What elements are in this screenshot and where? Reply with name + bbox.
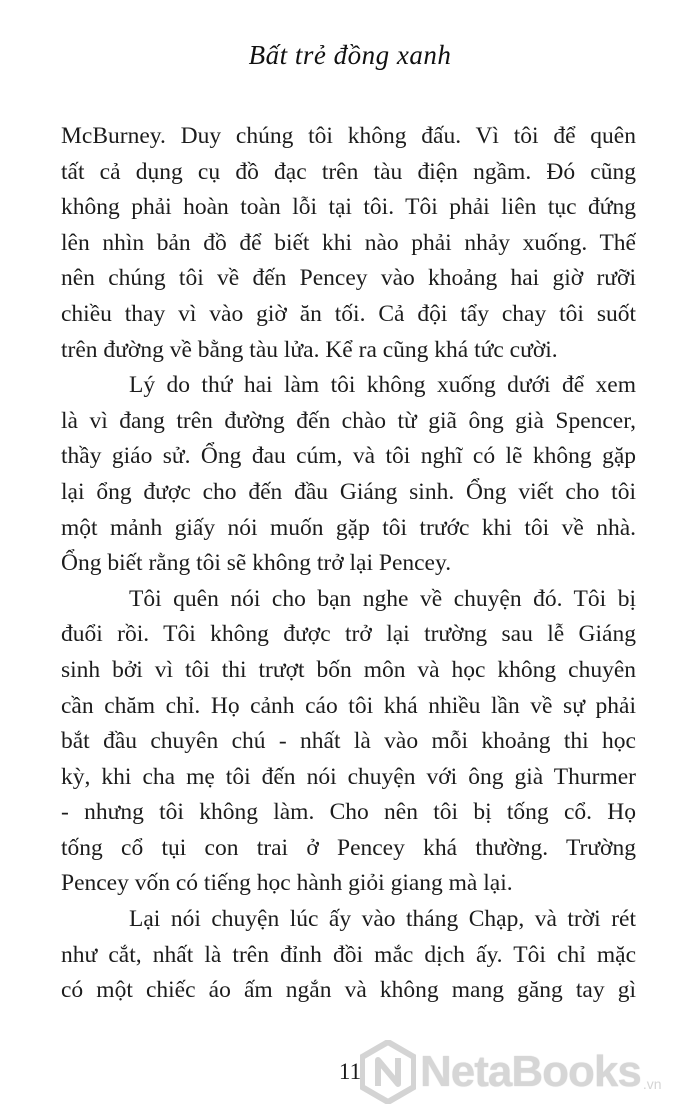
text-line: nên chúng tôi về đến Pencey vào khoảng hai giờ rưỡi bbox=[61, 265, 636, 292]
text-line: sinh bởi vì tôi thi trượt bốn môn và học không chuyên bbox=[61, 656, 636, 683]
running-header-title: Bất trẻ đồng xanh bbox=[248, 40, 452, 70]
text-line: cần chăm chỉ. Họ cảnh cáo tôi khá nhiều lần về sự phải bbox=[61, 692, 636, 719]
text-line: Lý do thứ hai làm tôi không xuống dưới để xem bbox=[129, 372, 636, 399]
text-line: bắt đầu chuyên chú - nhất là vào mỗi khoảng thi học bbox=[61, 728, 636, 755]
text-line: Pencey vốn có tiếng học hành giỏi giang mà lại. bbox=[61, 870, 513, 897]
text-line: lại ổng được cho đến đầu Giáng sinh. Ổng viết cho tôi bbox=[61, 478, 636, 505]
text-line: kỳ, khi cha mẹ tôi đến nói chuyện với ông già Thurmer bbox=[61, 763, 636, 790]
page-number: 11 bbox=[338, 1059, 362, 1084]
text-line: lên nhìn bản đồ để biết khi nào phải nhảy xuống. Thế bbox=[61, 229, 636, 256]
text-line: một mảnh giấy nói muốn gặp tôi trước khi tôi về nhà. bbox=[61, 514, 636, 541]
text-line: tống cổ tụi con trai ở Pencey khá thường. Trường bbox=[61, 834, 636, 861]
text-line: là vì đang trên đường đến chào từ giã ông già Spencer, bbox=[61, 407, 636, 434]
netabooks-logo-icon bbox=[360, 1040, 416, 1104]
text-line: tất cả dụng cụ đồ đạc trên tàu điện ngầm. Đó cũng bbox=[61, 158, 636, 185]
text-line: - nhưng tôi không làm. Cho nên tôi bị tống cổ. Họ bbox=[61, 799, 636, 826]
text-line: như cắt, nhất là trên đỉnh đồi mắc dịch ấy. Tôi chỉ mặc bbox=[61, 941, 636, 968]
watermark-suffix: .vn bbox=[642, 1076, 662, 1092]
text-line: Lại nói chuyện lúc ấy vào tháng Chạp, và trời rét bbox=[129, 906, 636, 933]
watermark-brand: NetaBooks bbox=[420, 1047, 641, 1096]
text-line: Ổng biết rằng tôi sẽ không trở lại Pencey. bbox=[61, 550, 452, 577]
text-line: đuổi rồi. Tôi không được trở lại trường sau lễ Giáng bbox=[61, 621, 636, 648]
text-line: Tôi quên nói cho bạn nghe về chuyện đó. Tôi bị bbox=[129, 585, 636, 612]
text-line: không phải hoàn toàn lỗi tại tôi. Tôi phải liên tục đứng bbox=[61, 194, 636, 221]
body-text bbox=[61, 119, 636, 1009]
text-line: McBurney. Duy chúng tôi không đấu. Vì tôi để quên bbox=[61, 123, 636, 149]
text-line: chiều thay vì vào giờ ăn tối. Cả đội tẩy chay tôi suốt bbox=[61, 300, 636, 327]
text-line: thầy giáo sử. Ổng đau cúm, và tôi nghĩ có lẽ không gặp bbox=[61, 443, 636, 470]
watermark bbox=[360, 1032, 690, 1112]
text-line: trên đường về bằng tàu lửa. Kể ra cũng khá tức cười. bbox=[61, 336, 558, 363]
text-line: có một chiếc áo ấm ngắn và không mang găng tay gì bbox=[61, 977, 636, 1004]
